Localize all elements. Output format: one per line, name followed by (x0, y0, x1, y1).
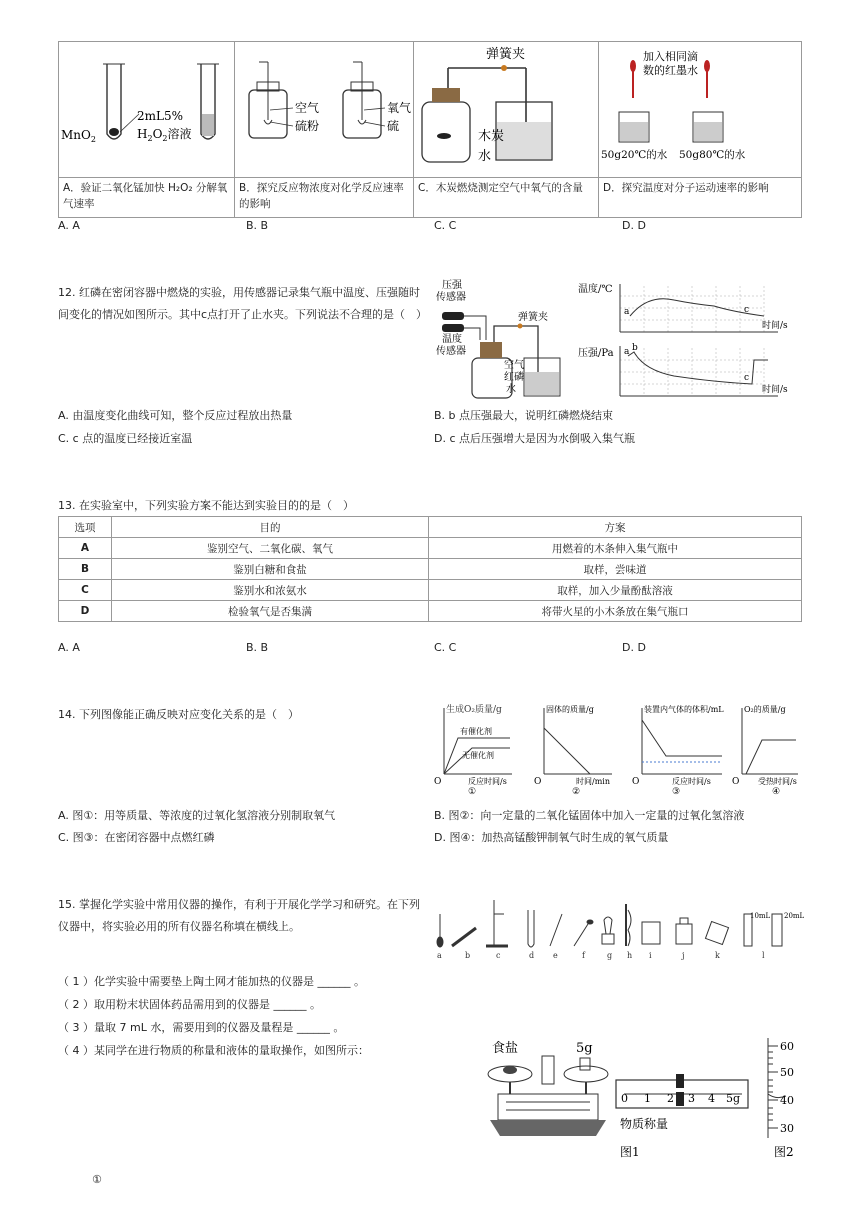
svg-text:③: ③ (672, 787, 681, 797)
q15-item-1: （ 1 ）化学实验中需要垫上陶土网才能加热的仪器是 ______ 。 (58, 975, 365, 988)
svg-text:水: 水 (506, 384, 516, 395)
svg-text:g: g (607, 951, 613, 960)
svg-text:b: b (632, 343, 638, 353)
q11-fig-d-svg (599, 42, 782, 172)
svg-text:水: 水 (478, 149, 492, 164)
svg-text:h: h (627, 951, 633, 960)
svg-text:有催化剂: 有催化剂 (460, 727, 492, 736)
q13-header-row: 选项 目的 方案 (59, 517, 802, 538)
svg-text:20mL: 20mL (784, 912, 805, 920)
svg-text:受热时间/s: 受热时间/s (758, 777, 797, 786)
svg-text:数的红墨水: 数的红墨水 (643, 64, 698, 77)
q14-option-c[interactable]: C. 图③：在密闭容器中点燃红磷 (58, 831, 215, 844)
q14-graphs (432, 700, 802, 796)
svg-text:无催化剂: 无催化剂 (462, 751, 494, 760)
q11-desc-a: A．验证二氧化锰加快 H₂O₂ 分解氧气速率 (59, 178, 235, 218)
svg-text:O: O (732, 777, 740, 787)
svg-text:l: l (762, 951, 765, 960)
q11-table (58, 41, 802, 218)
svg-text:MnO2 (61, 128, 96, 144)
table-row: A 鉴别空气、二氧化碳、氧气 用燃着的木条伸入集气瓶中 (59, 538, 802, 559)
q11-fig-a-svg (59, 42, 234, 172)
svg-text:氧气: 氧气 (387, 101, 412, 115)
svg-text:时间/s: 时间/s (762, 321, 788, 331)
q15-item-4: （ 4 ）某同学在进行物质的称量和液体的量取操作，如图所示： (58, 1044, 369, 1057)
q13-option-d[interactable]: D. D (622, 641, 646, 654)
svg-text:O: O (434, 777, 442, 787)
q11-block (58, 41, 802, 218)
table-row: C 鉴别水和浓氨水 取样，加入少量酚酞溶液 (59, 580, 802, 601)
svg-text:物质称量: 物质称量 (620, 1117, 669, 1131)
svg-text:50g20℃的水: 50g20℃的水 (601, 149, 668, 161)
svg-text:压强/Pa: 压强/Pa (578, 348, 614, 359)
svg-text:10mL: 10mL (750, 912, 771, 920)
q13-option-c[interactable]: C. C (434, 641, 457, 654)
svg-text:50: 50 (780, 1066, 794, 1079)
svg-text:时间/s: 时间/s (762, 385, 788, 395)
svg-text:c: c (744, 305, 750, 315)
svg-text:5g: 5g (576, 1041, 593, 1056)
q11-fig-a (59, 42, 235, 178)
q14-stem: 14. 下列图像能正确反映对应变化关系的是（ ） (58, 708, 299, 721)
h2o2-top-label: 2mL5% (137, 109, 184, 123)
svg-text:②: ② (572, 787, 581, 797)
svg-text:食盐: 食盐 (492, 1041, 519, 1056)
q12-option-d[interactable]: D. c 点后压强增大是因为水倒吸入集气瓶 (434, 432, 636, 445)
svg-text:c: c (744, 373, 750, 383)
svg-text:固体的质量/g: 固体的质量/g (546, 705, 594, 714)
q14-graph-4 (732, 704, 798, 797)
svg-text:H2O2溶液: $H_2O_2$溶液 (137, 127, 192, 143)
svg-text:弹簧夹: 弹簧夹 (486, 47, 526, 62)
svg-text:50g80℃的水: 50g80℃的水 (679, 149, 746, 161)
svg-text:O: O (534, 777, 542, 787)
q11-option-d[interactable]: D. D (622, 219, 646, 232)
table-row: D 检验氧气是否集满 将带火星的小木条放在集气瓶口 (59, 601, 802, 622)
svg-text:f: f (582, 951, 585, 960)
svg-text:O: O (632, 777, 640, 787)
q14-option-d[interactable]: D. 图④：加热高锰酸钾制氧气时生成的氧气质量 (434, 831, 669, 844)
q12-stem: 12. 红磷在密闭容器中燃烧的实验，用传感器记录集气瓶中温度、压强随时间变化的情况如图所示。其中c点打开了止水夹。下列说法不合理的是（ ） (58, 286, 428, 321)
mno2-label: MnO (61, 128, 91, 142)
q12-option-c[interactable]: C. c 点的温度已经接近室温 (58, 432, 193, 445)
mno2-sub: 2 (90, 135, 96, 144)
svg-text:a: a (624, 307, 630, 317)
svg-text:e: e (553, 951, 558, 960)
q11-fig-b (235, 42, 414, 178)
q15-item-2: （ 2 ）取用粉末状固体药品需用到的仪器是 ______ 。 (58, 998, 321, 1011)
svg-text:传感器: 传感器 (436, 292, 466, 303)
svg-text:弹簧夹: 弹簧夹 (518, 312, 548, 323)
svg-text:a: a (624, 347, 630, 357)
q14-option-b[interactable]: B. 图②：向一定量的二氧化锰固体中加入一定量的过氧化氢溶液 (434, 809, 745, 822)
svg-text:温度/℃: 温度/℃ (578, 284, 613, 295)
svg-text:2: 2 (667, 1092, 674, 1105)
q15-item-3: （ 3 ）量取 7 mL 水，需要用到的仪器及量程是 ______ 。 (58, 1021, 345, 1034)
q13-stem: 13. 在实验室中，下列实验方案不能达到实验目的的是（ ） (58, 499, 354, 512)
q13-table (58, 516, 802, 622)
q12-option-b[interactable]: B. b 点压强最大，说明红磷燃烧结束 (434, 409, 614, 422)
q13-option-b[interactable]: B. B (246, 641, 269, 654)
q12-figure (434, 276, 794, 406)
q11-desc-c: C．木炭燃烧测定空气中氧气的含量 (414, 178, 599, 218)
q13-option-a[interactable]: A. A (58, 641, 80, 654)
svg-text:k: k (715, 951, 720, 960)
q12-option-a[interactable]: A. 由温度变化曲线可知，整个反应过程放出热量 (58, 409, 293, 422)
q11-desc-b: B．探究反应物浓度对化学反应速率的影响 (235, 178, 414, 218)
q11-fig-c (414, 42, 599, 178)
svg-text:空气: 空气 (295, 101, 320, 115)
svg-text:硫粉: 硫粉 (295, 119, 320, 133)
svg-text:红磷: 红磷 (504, 372, 524, 383)
q14-graph-2 (534, 704, 612, 797)
q11-fig-d (599, 42, 802, 178)
q14-option-a[interactable]: A. 图①：用等质量、等浓度的过氧化氢溶液分别制取氧气 (58, 809, 336, 822)
svg-text:i: i (649, 951, 652, 960)
svg-text:3: 3 (688, 1092, 695, 1105)
svg-text:生成O₂质量/g: 生成O₂质量/g (446, 705, 502, 715)
svg-text:b: b (465, 951, 471, 960)
svg-text:60: 60 (780, 1040, 794, 1053)
svg-text:时间/min: 时间/min (576, 777, 610, 786)
svg-text:硫: 硫 (387, 119, 400, 133)
svg-text:d: d (529, 951, 535, 960)
svg-text:反应时间/s: 反应时间/s (468, 777, 507, 786)
svg-text:图2: 图2 (774, 1145, 794, 1159)
svg-text:c: c (496, 951, 501, 960)
q15-sub-1: ① (92, 1173, 102, 1186)
svg-text:40: 40 (780, 1094, 794, 1107)
svg-text:30: 30 (780, 1122, 794, 1135)
svg-text:a: a (437, 951, 442, 960)
q14-graph-3 (632, 704, 724, 797)
q11-fig-c-svg (414, 42, 598, 172)
svg-text:①: ① (468, 787, 477, 797)
q11-option-b[interactable]: B. B (246, 219, 269, 232)
svg-text:图1: 图1 (620, 1145, 640, 1159)
svg-text:4: 4 (708, 1092, 715, 1105)
svg-text:反应时间/s: 反应时间/s (672, 777, 711, 786)
table-row: B 鉴别白糖和食盐 取样，尝味道 (59, 559, 802, 580)
q11-option-c[interactable]: C. C (434, 219, 457, 232)
q15-fig2 (764, 1036, 804, 1160)
q11-fig-b-svg (235, 42, 413, 172)
svg-text:装置内气体的体积/mL: 装置内气体的体积/mL (644, 705, 724, 714)
svg-text:传感器: 传感器 (436, 346, 466, 357)
q14-graph-1 (434, 703, 512, 797)
svg-text:5g: 5g (726, 1092, 741, 1105)
q15-stem: 15. 掌握化学实验中常用仪器的操作，有利于开展化学学习和研究。在下列仪器中，将实验必用的所有仪器名称填在横线上。 (58, 898, 420, 933)
svg-text:空气: 空气 (504, 360, 524, 371)
q11-option-a[interactable]: A. A (58, 219, 80, 232)
q15-fig1 (484, 1036, 754, 1160)
svg-text:0: 0 (621, 1092, 628, 1105)
q11-desc-d: D．探究温度对分子运动速率的影响 (599, 178, 802, 218)
svg-text:压强: 压强 (442, 280, 462, 291)
q15-instruments (432, 890, 805, 960)
q13-block (58, 516, 802, 622)
svg-text:温度: 温度 (442, 334, 462, 345)
svg-text:1: 1 (644, 1092, 651, 1105)
svg-text:O₂的质量/g: O₂的质量/g (744, 705, 786, 714)
svg-text:j: j (682, 951, 685, 960)
svg-text:木炭: 木炭 (478, 129, 505, 144)
svg-text:加入相同滴: 加入相同滴 (643, 50, 698, 63)
svg-text:④: ④ (772, 787, 781, 797)
